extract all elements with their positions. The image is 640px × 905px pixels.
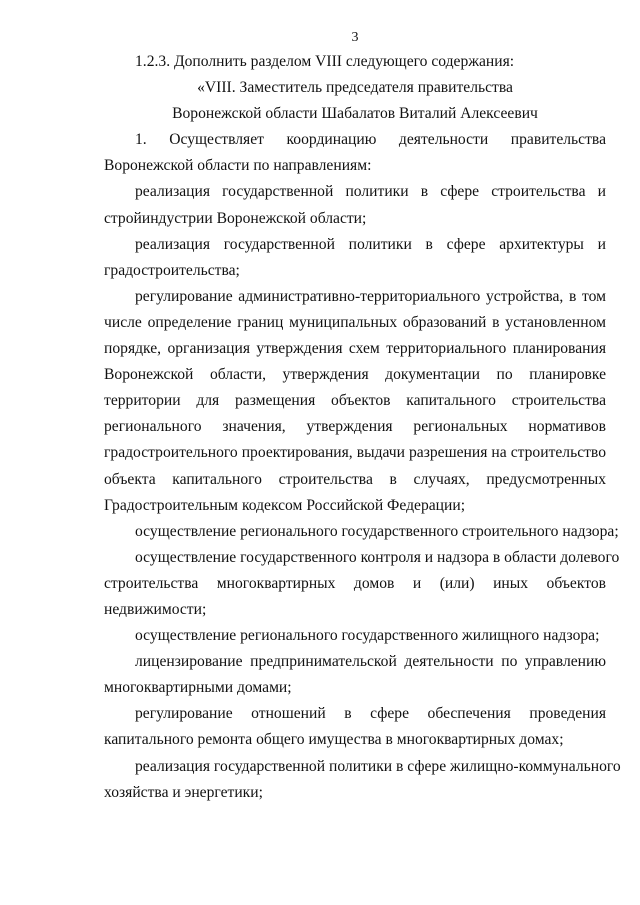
text-line: недвижимости; <box>104 600 207 618</box>
text-line: реализация государственной политики в сфере архитектуры и <box>135 235 606 253</box>
section-heading <box>104 75 606 127</box>
text-line: регулирование отношений в сфере обеспечения проведения <box>135 705 606 723</box>
paragraph <box>104 649 606 701</box>
paragraph <box>104 545 620 623</box>
page-number: 3 <box>351 30 359 45</box>
paragraph <box>104 519 619 545</box>
text-line: регулирование административно-территориального устройства, в том <box>135 287 606 305</box>
text-line: градостроительного проектирования, выдачи разрешения на строительство <box>104 444 606 462</box>
paragraph <box>104 754 621 806</box>
text-line: Воронежской области, утверждения документации по планировке <box>104 366 606 384</box>
text-line: числе определение границ муниципальных образований в установленном <box>104 313 606 331</box>
text-line: регионального значения, утверждения региональных нормативов <box>104 418 606 436</box>
text-line: 1. Осуществляет координацию деятельности правительства <box>135 131 606 149</box>
text-line: осуществление регионального государственного жилищного надзора; <box>135 627 600 645</box>
paragraph <box>104 232 606 284</box>
paragraph <box>104 284 606 519</box>
paragraph <box>104 623 606 649</box>
text-line: строительства многоквартирных домов и (или) иных объектов <box>104 574 606 592</box>
text-line: Градостроительным кодексом Российской Федерации; <box>104 496 466 514</box>
text-line: осуществление государственного контроля и надзора в области долевого <box>135 548 620 566</box>
text-line: Воронежской области Шабалатов Виталий Алексеевич <box>172 105 538 123</box>
text-line: многоквартирными домами; <box>104 679 292 697</box>
text-line: реализация государственной политики в сфере жилищно-коммунального <box>135 757 621 775</box>
text-line: Воронежской области по направлениям: <box>104 157 372 175</box>
text-line: капитального ремонта общего имущества в многоквартирных домах; <box>104 731 564 749</box>
paragraph <box>104 49 606 75</box>
text-line: стройиндустрии Воронежской области; <box>104 209 367 227</box>
text-line: хозяйства и энергетики; <box>104 783 263 801</box>
text-line: лицензирование предпринимательской деятельности по управлению <box>135 653 606 671</box>
paragraph <box>104 701 606 753</box>
text-line: реализация государственной политики в сфере строительства и <box>135 183 606 201</box>
text-line: порядке, организация утверждения схем территориального планирования <box>104 340 606 358</box>
text-line: «VIII. Заместитель председателя правительства <box>197 79 513 97</box>
text-line: 1.2.3. Дополнить разделом VIII следующего содержания: <box>135 53 515 70</box>
document-body <box>104 49 621 806</box>
text-line: градостроительства; <box>104 261 240 279</box>
text-line: территории для размещения объектов капитального строительства <box>104 392 606 410</box>
text-line: осуществление регионального государственного строительного надзора; <box>135 522 619 540</box>
paragraph <box>104 179 606 231</box>
paragraph <box>104 127 606 179</box>
text-line: объекта капитального строительства в случаях, предусмотренных <box>104 470 606 488</box>
